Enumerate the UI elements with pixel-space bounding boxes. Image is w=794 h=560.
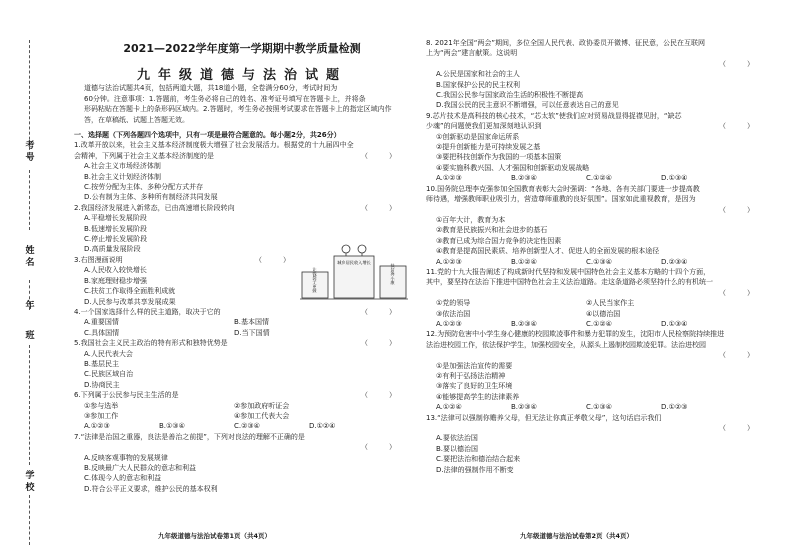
question-text: 少魂”的问题使我们更加深刻地认识到 [426,122,542,131]
section-heading: 一、选择题（下列各题四个选项中，只有一项是最符合题意的。每小题2分，共26分） [74,131,341,139]
option: D.公有制为主体、多种所有制经济共同发展 [84,193,218,202]
option: D.当下国情 [234,328,270,337]
statement: ④教育是提高国民素质、培养创新型人才、促进人的全面发展的根本途径 [436,247,660,256]
page-subtitle: 九年级道德与法治试题 [136,68,347,83]
option: B.社会主义计划经济体制 [84,172,162,181]
option: D.符合公平正义要求，维护公民的基本权利 [84,484,218,493]
question-13 [426,413,768,475]
statement: ②人民当家作主 [586,299,635,308]
option: C.民族区域自治 [84,370,134,379]
statement: ③落实了良好的卫生环境 [436,382,513,391]
question-text: 师待遇，增强教师职业吸引力，营造尊师重教的良好氛围”。国家如此重视教育，是因为 [426,195,696,204]
option: C.②③④ [234,422,260,431]
option: D.①③④ [661,319,688,328]
statement: ④能够提高学生的法律素养 [436,392,520,401]
option: D.高质量发展阶段 [84,245,141,254]
statement: ②教育是民族振兴和社会进步的基石 [436,226,548,235]
answer-paren: （ ） [719,351,754,360]
question-text: 9.芯片技术是高科技的核心技术，“芯太软”使我们应对贸易战显得捉襟见肘，“缺芯 [426,111,682,120]
option: A.①②③ [436,174,462,183]
option: C.我国公民参与国家政治生活的积极性不断提高 [436,91,584,100]
statement: ④要实施科教兴国、人才强国和创新驱动发展战略 [436,163,590,172]
answer-paren: （ ） [719,122,754,131]
statement: ①参与选举 [84,401,119,410]
note-line: 答，在草稿纸、试题上答题无效。 [84,115,189,124]
question-text: 会精神，下列属于社会主义基本经济制度的是 [74,151,214,160]
question-text: 6.下列属于公民参与民主生活的是 [74,391,179,400]
option: A.要依法治国 [436,434,478,443]
page-title: 2021—2022学年度第一学期期中教学质量检测 [123,42,361,55]
question-text: 5.我国社会主义民主政治的特有形式和独特优势是 [74,339,228,348]
option: A.社会主义市场经济体制 [84,162,161,171]
question-11 [426,267,768,329]
option: C.①②④ [586,174,612,183]
note-line: 形码粘贴在答题卡上的条形码区域内。2.答题时，考生务必按照考试要求在答题卡上的指定区域内作 [84,105,392,113]
option: A.公民是国家和社会的主人 [436,70,520,79]
option: A.①②③ [84,422,110,431]
statement: ①创新驱动是国家命运所系 [436,132,520,141]
page-1-questions [74,130,410,494]
label-class: 班 [25,331,35,341]
question-text: 10.国务院总理李克强参加全国教育表彰大会时强调：“各地、各有关部门要进一步提高教 [426,184,700,193]
question-text: 法治进校园工作，依法保护学生，加强校园安全，从源头上遏制校园欺凌犯罪。法治进校园 [426,340,706,349]
option: B.家庭理财稳步增强 [84,276,148,285]
question-text: 上为“两会”建言献策。这说明 [426,49,518,58]
option: C.①②④ [586,319,612,328]
option: D.协商民主 [84,380,120,389]
option: D.人民参与改革共享发展成果 [84,297,176,306]
question-9 [426,111,768,184]
option: D.①②④ [309,422,336,431]
page-2-footer: 九年级道德与法治试卷第2页（共4页） [520,532,634,540]
option: A.人民收入较快增长 [84,266,147,275]
option: B.②③④ [511,403,537,412]
option: D.法律的强制作用不断变 [436,465,514,474]
option: A.平稳增长发展阶段 [84,214,147,223]
question-8 [426,38,768,111]
question-4 [74,307,410,338]
answer-paren: （ ） [361,339,396,348]
person-head-icon [342,245,350,253]
option: C.①③④ [586,403,612,412]
answer-paren: （ ） [361,151,396,160]
exam-notes [84,83,410,125]
option: B.国家保护公民的民主权利 [436,80,521,89]
statement: ③要把科技创新作为我国的一项基本国策 [436,153,562,162]
question-text: 1.改革开放以来，社会主义基本经济制度极大增强了社会发展活力。根据党的十九届四中全 [74,141,354,150]
option: A.重要国情 [84,318,119,327]
statement: ①党的领导 [436,299,471,308]
statement: ③依法治国 [436,309,471,318]
option: C.具体国情 [84,328,120,337]
label-school: 学校 [25,471,35,493]
cartoon-illustration [300,242,408,304]
board-text-left: 让钱袋子更鼓 [312,267,318,293]
statement: ④参加工代表大会 [234,411,290,420]
answer-paren: （ ） [719,424,754,433]
statement: ①百年大计，教育为本 [436,215,506,224]
answer-paren: （ ） [361,443,396,452]
option: B.②③④ [511,319,537,328]
option: A.①②③ [436,257,462,266]
binding-dashed-line [29,170,31,230]
statement: ②有利于弘扬法治精神 [436,372,506,380]
label-exam-number: 考号 [25,141,35,163]
option: A.①②④ [436,403,462,412]
note-line: 60分钟。注意事项：1.答题前，考生务必将自己的姓名、准考证号填写在答题卡上，并将条 [84,94,366,103]
statement: ④以德治国 [586,309,621,318]
option: D.①②③ [661,403,688,412]
option: B.①③④ [159,422,185,431]
option: C.要把法治和德治结合起来 [436,455,521,464]
option: B.要以德治国 [436,444,479,453]
label-grade: 年 [25,301,35,311]
option: B.②③④ [511,174,537,183]
option: D.①③④ [661,174,688,183]
answer-paren: （ ） [361,307,396,316]
statement: ②参加政府听证会 [234,401,290,410]
question-text: 8. 2021年全国“两会”期间，多位全国人民代表、政协委员开微博、征民意，公民在互联网 [426,39,705,47]
question-7 [74,432,410,494]
option: C.体现今人的意志和利益 [84,474,162,483]
question-text: 4.一个国家选择什么样的民主道路，取决于它的 [74,307,221,316]
answer-paren: （ ） [719,205,754,214]
binding-margin [0,0,50,560]
person-head-icon [358,245,366,253]
option: A.人民代表大会 [84,349,133,358]
answer-paren: （ ） [719,59,754,68]
option: A.反映客观事物的发展规律 [84,453,168,462]
option: B.①②④ [511,257,537,266]
answer-paren: （ ） [719,288,754,297]
page-2-questions [426,38,768,475]
option: B.反映最广大人民群众的意志和利益 [84,464,197,472]
label-name: 姓名 [25,246,35,268]
question-5 [74,338,410,390]
statement: ②提升创新能力是可持续发展之基 [436,143,541,152]
statement: ①是加强法治宣传的需要 [436,361,513,370]
question-text: 2.我国经济发展进入新常态，已由高速增长阶段转向 [74,203,235,212]
option: A.①②③ [436,319,462,328]
question-text: 11.党的十九大报告阐述了构成新时代坚持和发展中国特色社会主义基本方略的十四个方面， [426,267,711,276]
answer-paren: （ ） [361,391,396,400]
option: C.①③④ [586,257,612,266]
option: B.基本国情 [234,318,270,327]
page-1-footer: 九年级道德与法治试卷第1页（共4页） [158,532,272,540]
question-text: 其中，要坚持在法治下推进中国特色社会主义法治道路。走这条道路必须坚持什么的有机统一 [426,278,713,287]
option: D.②③④ [661,257,688,266]
statement: ③参加工作 [84,411,119,420]
answer-paren: （ ） [255,255,290,264]
question-text: 12.为预防危害中小学生身心健康的校园欺凌事件和暴力犯罪的发生，沈阳市人民检察院持续推进 [426,330,725,339]
question-text: 7.“法律是治国之重器，良法是善治之前提”，下列对良法的理解不正确的是 [74,432,305,441]
question-6 [74,390,410,432]
option: B.低速增长发展阶段 [84,224,148,233]
question-1 [74,140,410,202]
question-10 [426,184,768,267]
binding-dashed-line [29,345,31,465]
statement: ③教育已成为综合国力竞争的决定性因素 [436,236,562,245]
option: C.扶贫工作取得全面胜利成就 [84,287,176,296]
question-text: 3.右图漫画说明 [74,255,123,264]
board-text-right: 扶贫奔小康 [390,263,396,285]
note-line: 道德与法治试题共4页，包括两道大题，共18道小题，全卷满分60分，考试时间为 [84,84,338,92]
question-12 [426,329,768,412]
board-text-middle: 城乡居民收入增长 [337,260,371,265]
binding-dashed-line [29,495,31,545]
option: D.我国公民的民主意识不断增强，可以任意表达自己的意见 [436,101,619,110]
answer-paren: （ ） [361,203,396,212]
question-text: 13.“法律可以强制你赡养父母，但无法让你真正孝敬父母”，这句话启示我们 [426,413,662,422]
option: C.停止增长发展阶段 [84,235,148,244]
option: C.按劳分配为主体、多种分配方式并存 [84,183,204,192]
option: B.基层民主 [84,359,120,368]
